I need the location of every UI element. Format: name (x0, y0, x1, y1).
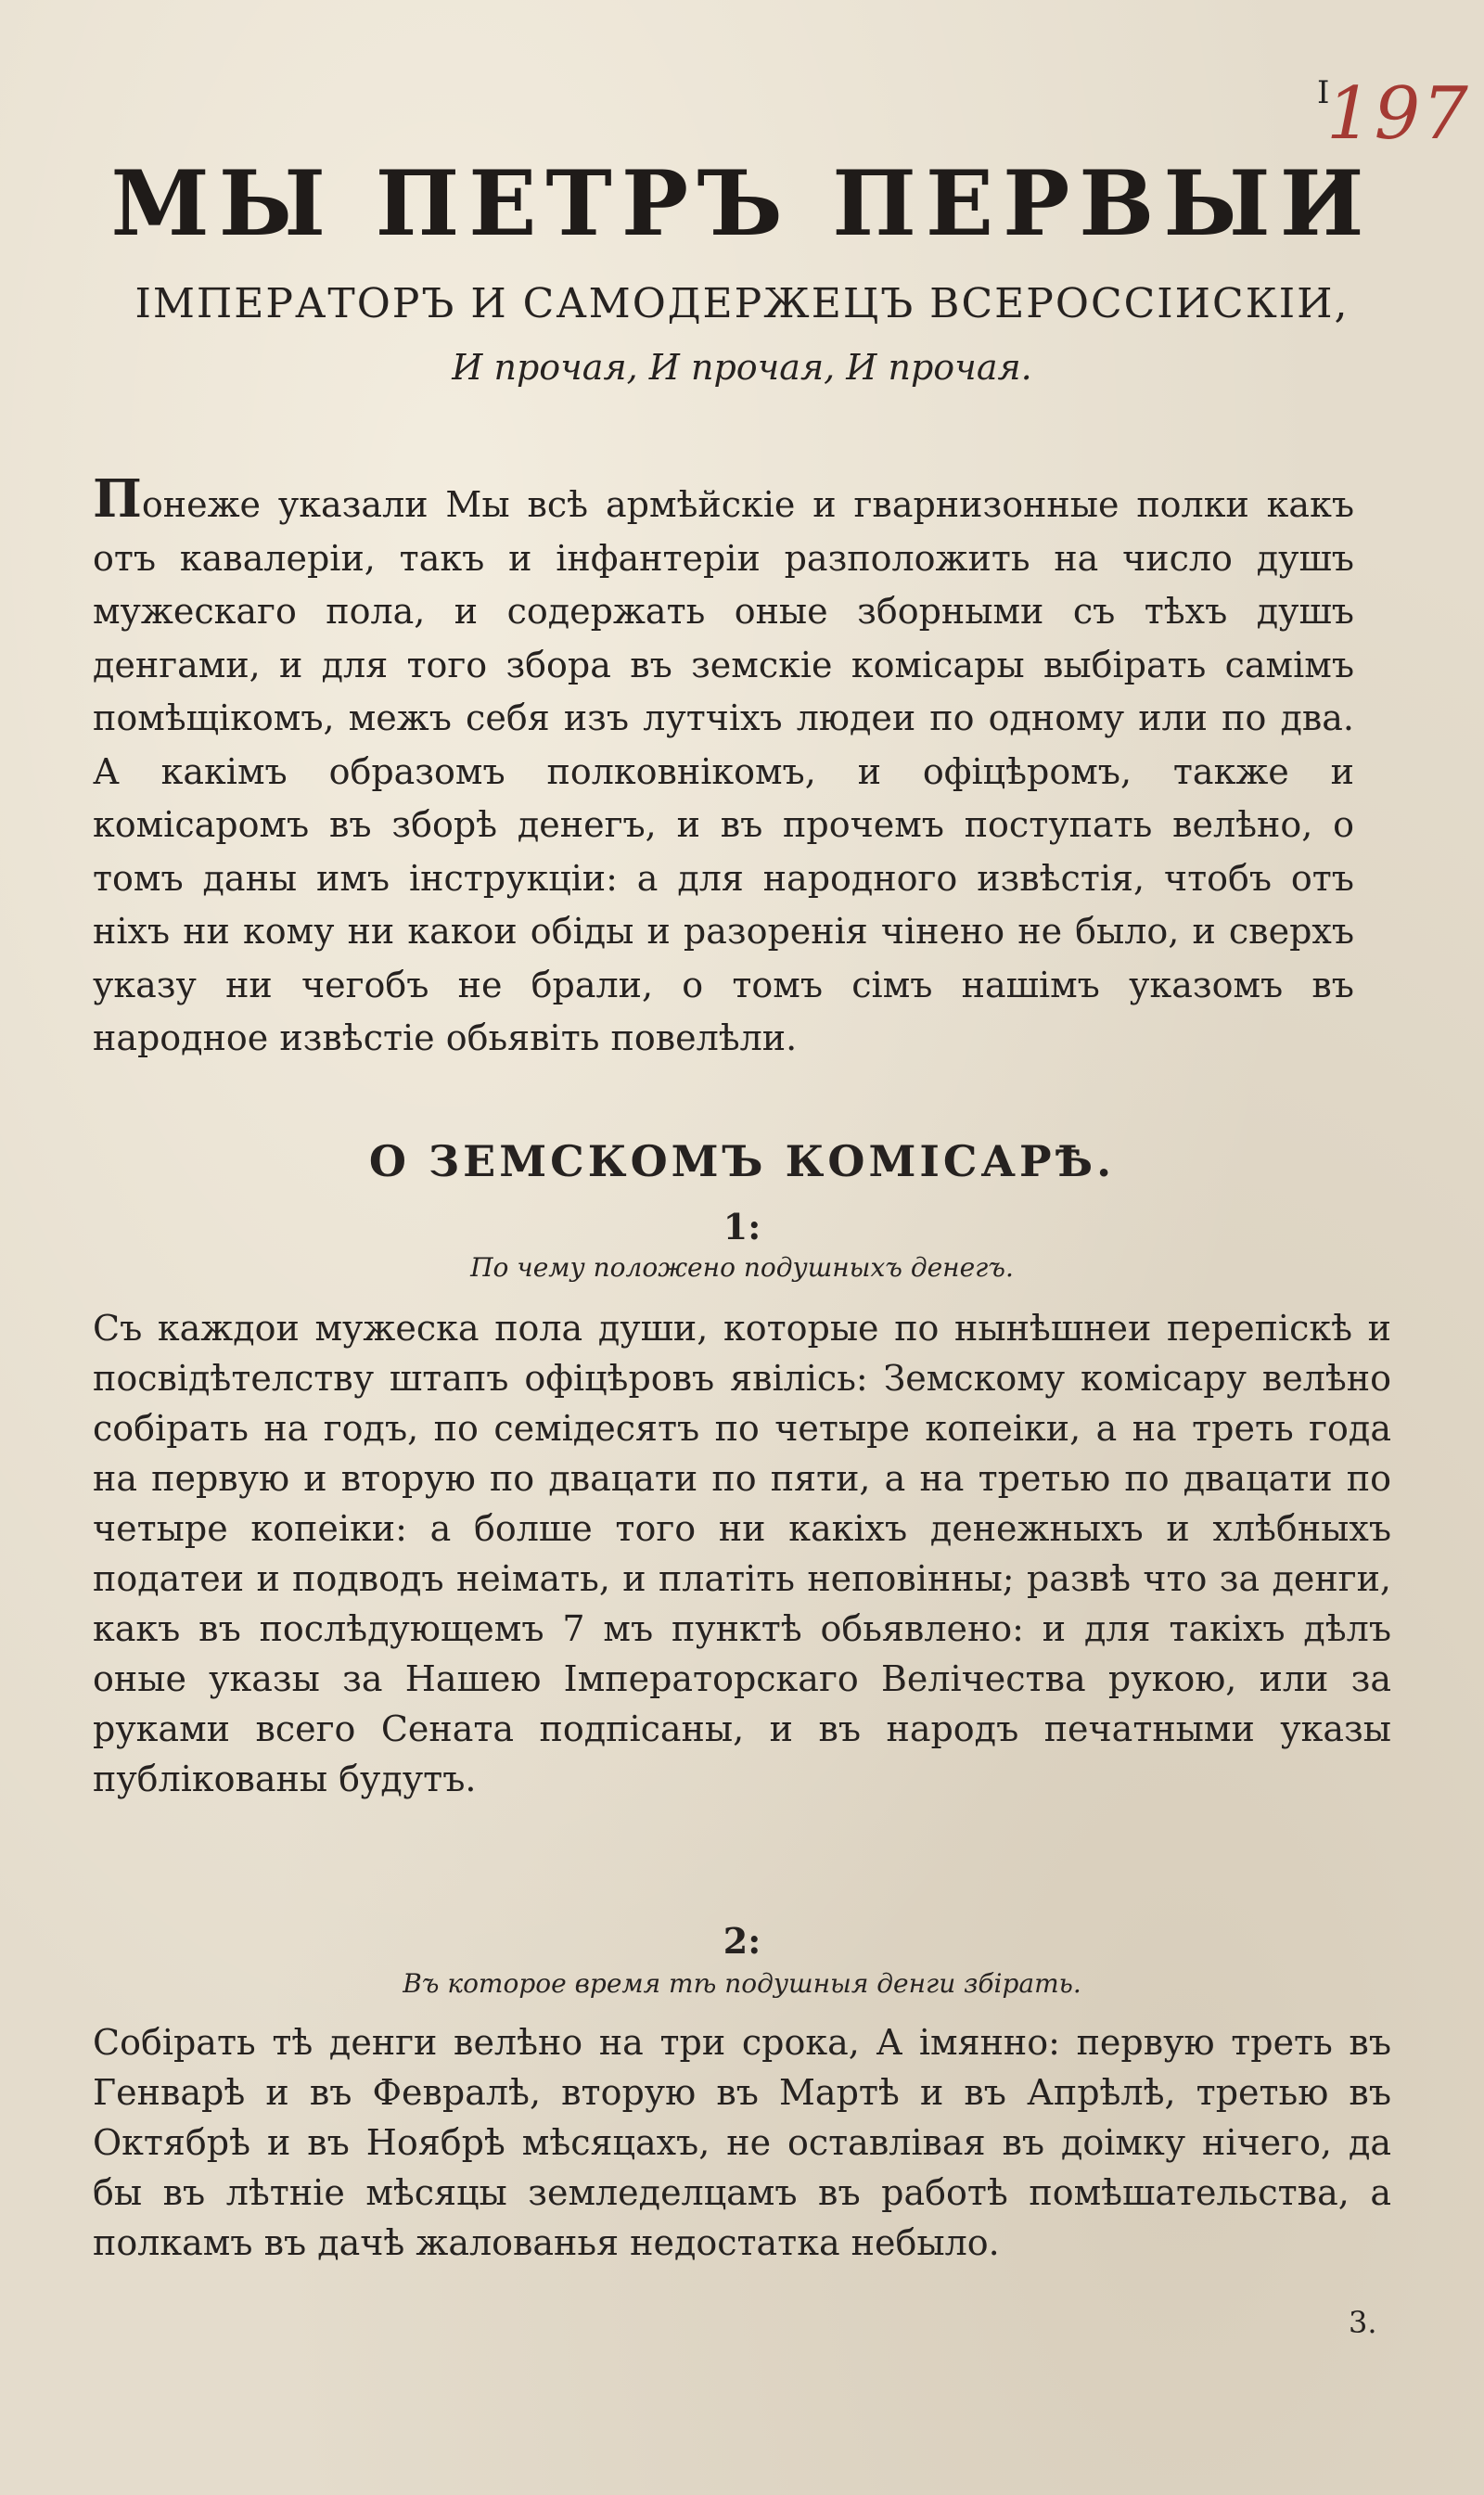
article-2-text: Собірать тѣ денги велѣно на три срока, А імянно: первую треть въ Генварѣ и въ Февралѣ, вторую въ Мартѣ и въ Апрѣлѣ, третью въ Октябрѣ и въ Ноябрѣ мѣсяцахъ, не оставлівая въ доімку нічего, да бы въ лѣтніе мѣсяцы земледелцамъ въ работѣ помѣшательства, а полкамъ въ дачѣ жалованья недостатка небыло. (93, 2022, 1391, 2263)
document-subtitle: ІМПЕРАТОРЪ И САМОДЕРЖЕЦЪ ВСЕРОССІИСКІИ, (134, 280, 1350, 327)
preamble-paragraph (93, 468, 1354, 1066)
corner-mark: I (1317, 74, 1330, 111)
section-heading: О ЗЕМСКОМЪ КОМІСАРѢ. (368, 1136, 1116, 1186)
document-title: МЫ ПЕТРЪ ПЕРВЫИ (110, 151, 1374, 256)
article-1-text: Съ каждои мужеска пола души, которые по нынѣшнеи перепіскѣ и посвідѣтелству штапъ офіцѣровъ явілісь: Земскому комісару велѣно собірать на годъ, по семідесятъ по четыре копеіки, а на треть года на первую и вторую по двацати по пяти, а на третью по двацати по четыре копеіки: а болше того ни какіхъ денежныхъ и хлѣбныхъ податеи и подводъ неімать, и платіть неповінны; развѣ что за денги, какъ въ послѣдующемъ 7 мъ пунктѣ обьявлено: и для такіхъ дѣлъ оные указы за Нашею Імператорскаго Велічества рукою, или за руками всего Сената подпісаны, и въ народъ печатными указы публікованы будутъ. (93, 1308, 1391, 1799)
document-subtitle-secondary: И прочая, И прочая, И прочая. (452, 347, 1032, 388)
title-block (0, 148, 1484, 393)
article-2-subtitle: Въ которое время тѣ подушныя денги збірать. (403, 1968, 1081, 1999)
article-2-number: 2: (723, 1920, 761, 1962)
drop-cap: П (93, 468, 142, 530)
article-1-subtitle: По чему положено подушныхъ денегъ. (470, 1252, 1014, 1283)
preamble-text: онеже указали Мы всѣ армѣйскіе и гварнизонные полки какъ отъ кавалеріи, такъ и інфантеріи разположить на число душъ мужескаго пола, и содержать оные зборными съ тѣхъ душъ денгами, и для того збора въ земскіе комісары выбірать самімъ помѣщікомъ, межъ себя изъ лутчіхъ людеи по одному или по два. А какімъ образомъ полковнікомъ, и офіцѣромъ, также и комісаромъ въ зборѣ денегъ, и въ прочемъ поступать велѣно, о томъ даны имъ інструкціи: а для народного извѣстія, чтобъ отъ ніхъ ни кому ни какои обіды и разоренія чінено не было, и сверхъ указу ни чегобъ не брали, о томъ сімъ нашімъ указомъ въ народное извѣстіе обьявіть повелѣли. (93, 484, 1354, 1058)
article-1-number: 1: (723, 1206, 761, 1248)
handwritten-folio-number: 197 (1326, 72, 1470, 156)
page-number: 3. (1349, 2305, 1377, 2340)
